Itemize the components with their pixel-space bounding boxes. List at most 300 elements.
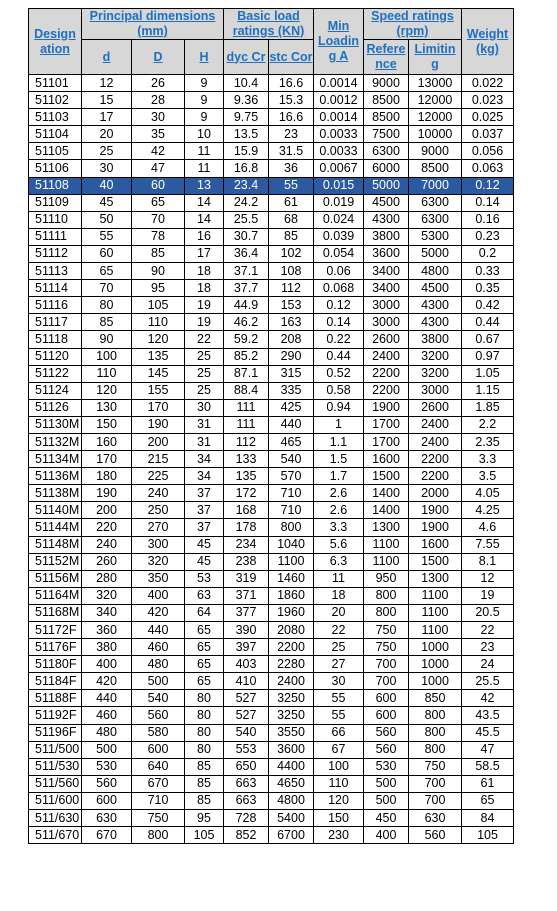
cell-dynamic-cr: 527	[224, 707, 269, 724]
cell-H: 80	[185, 690, 224, 707]
table-row[interactable]	[29, 433, 514, 450]
cell-reference-speed: 2400	[364, 348, 409, 365]
cell-weight: 4.05	[462, 485, 514, 502]
cell-reference-speed: 700	[364, 673, 409, 690]
header-H[interactable]: H	[185, 40, 224, 75]
table-row[interactable]	[29, 502, 514, 519]
cell-dynamic-cr: 377	[224, 604, 269, 621]
table-row[interactable]	[29, 365, 514, 382]
cell-weight: 1.15	[462, 382, 514, 399]
cell-H: 13	[185, 177, 224, 194]
cell-limiting-speed: 3800	[409, 331, 462, 348]
cell-weight: 19	[462, 587, 514, 604]
cell-min-load: 0.0012	[314, 92, 364, 109]
bearing-specs-table	[28, 8, 514, 844]
cell-limiting-speed: 8500	[409, 160, 462, 177]
cell-D: 580	[132, 724, 185, 741]
cell-min-load: 22	[314, 622, 364, 639]
table-row[interactable]	[29, 639, 514, 656]
table-row[interactable]	[29, 553, 514, 570]
cell-designation: 511/530	[29, 758, 82, 775]
cell-min-load: 0.22	[314, 331, 364, 348]
cell-weight: 0.056	[462, 143, 514, 160]
cell-d: 460	[82, 707, 132, 724]
table-row[interactable]	[29, 92, 514, 109]
cell-D: 440	[132, 622, 185, 639]
cell-designation: 51164M	[29, 587, 82, 604]
cell-H: 25	[185, 382, 224, 399]
cell-weight: 0.35	[462, 280, 514, 297]
cell-limiting-speed: 2400	[409, 433, 462, 450]
cell-d: 360	[82, 622, 132, 639]
cell-designation: 51120	[29, 348, 82, 365]
cell-static-cor: 108	[269, 263, 314, 280]
cell-H: 80	[185, 741, 224, 758]
cell-D: 670	[132, 775, 185, 792]
cell-d: 560	[82, 775, 132, 792]
cell-static-cor: 23	[269, 126, 314, 143]
cell-d: 320	[82, 587, 132, 604]
cell-designation: 51112	[29, 245, 82, 262]
cell-dynamic-cr: 553	[224, 741, 269, 758]
cell-static-cor: 2200	[269, 639, 314, 656]
cell-H: 53	[185, 570, 224, 587]
cell-min-load: 0.94	[314, 399, 364, 416]
header-basic-load-ratings[interactable]: Basic load ratings (KN)	[224, 9, 314, 40]
header-speed-ratings[interactable]: Speed ratings (rpm)	[364, 9, 462, 40]
cell-designation: 51132M	[29, 433, 82, 450]
cell-limiting-speed: 2000	[409, 485, 462, 502]
header-limiting-speed[interactable]: Limitin g	[409, 40, 462, 75]
table-row[interactable]	[29, 724, 514, 741]
cell-limiting-speed: 2200	[409, 451, 462, 468]
cell-designation: 51109	[29, 194, 82, 211]
cell-dynamic-cr: 37.7	[224, 280, 269, 297]
cell-static-cor: 4400	[269, 758, 314, 775]
cell-designation: 51101	[29, 75, 82, 92]
cell-designation: 51148M	[29, 536, 82, 553]
cell-limiting-speed: 1000	[409, 656, 462, 673]
cell-min-load: 27	[314, 656, 364, 673]
cell-reference-speed: 750	[364, 622, 409, 639]
cell-min-load: 0.44	[314, 348, 364, 365]
cell-designation: 51188F	[29, 690, 82, 707]
cell-D: 135	[132, 348, 185, 365]
cell-D: 95	[132, 280, 185, 297]
cell-D: 500	[132, 673, 185, 690]
cell-limiting-speed: 800	[409, 724, 462, 741]
cell-min-load: 0.0033	[314, 143, 364, 160]
table-row[interactable]	[29, 160, 514, 177]
header-weight[interactable]: Weight (kg)	[462, 9, 514, 75]
cell-reference-speed: 1400	[364, 502, 409, 519]
cell-dynamic-cr: 663	[224, 775, 269, 792]
cell-limiting-speed: 10000	[409, 126, 462, 143]
cell-weight: 0.023	[462, 92, 514, 109]
cell-reference-speed: 560	[364, 724, 409, 741]
table-row[interactable]	[29, 758, 514, 775]
cell-limiting-speed: 1000	[409, 673, 462, 690]
cell-D: 600	[132, 741, 185, 758]
table-row[interactable]	[29, 485, 514, 502]
cell-H: 65	[185, 656, 224, 673]
cell-static-cor: 153	[269, 297, 314, 314]
cell-limiting-speed: 850	[409, 690, 462, 707]
cell-min-load: 0.14	[314, 314, 364, 331]
table-row[interactable]	[29, 126, 514, 143]
cell-D: 78	[132, 228, 185, 245]
table-row[interactable]	[29, 194, 514, 211]
cell-min-load: 1.7	[314, 468, 364, 485]
cell-min-load: 55	[314, 690, 364, 707]
cell-static-cor: 36	[269, 160, 314, 177]
cell-weight: 3.5	[462, 468, 514, 485]
cell-limiting-speed: 1100	[409, 587, 462, 604]
table-row[interactable]	[29, 451, 514, 468]
cell-reference-speed: 4500	[364, 194, 409, 211]
cell-min-load: 1.5	[314, 451, 364, 468]
cell-dynamic-cr: 25.5	[224, 211, 269, 228]
cell-weight: 84	[462, 810, 514, 827]
table-row[interactable]	[29, 622, 514, 639]
cell-dynamic-cr: 15.9	[224, 143, 269, 160]
cell-H: 45	[185, 536, 224, 553]
table-row[interactable]	[29, 314, 514, 331]
cell-H: 95	[185, 810, 224, 827]
cell-limiting-speed: 630	[409, 810, 462, 827]
cell-limiting-speed: 1900	[409, 519, 462, 536]
cell-weight: 0.063	[462, 160, 514, 177]
cell-D: 350	[132, 570, 185, 587]
header-min-load[interactable]: Min Loadin g A	[314, 9, 364, 75]
cell-static-cor: 3250	[269, 707, 314, 724]
cell-d: 200	[82, 502, 132, 519]
cell-d: 60	[82, 245, 132, 262]
cell-H: 45	[185, 553, 224, 570]
cell-reference-speed: 800	[364, 604, 409, 621]
table-row[interactable]	[29, 468, 514, 485]
cell-H: 22	[185, 331, 224, 348]
table-row[interactable]	[29, 673, 514, 690]
cell-weight: 0.14	[462, 194, 514, 211]
cell-limiting-speed: 4300	[409, 314, 462, 331]
cell-D: 190	[132, 416, 185, 433]
cell-d: 85	[82, 314, 132, 331]
cell-designation: 51180F	[29, 656, 82, 673]
cell-static-cor: 290	[269, 348, 314, 365]
cell-reference-speed: 3800	[364, 228, 409, 245]
cell-designation: 51172F	[29, 622, 82, 639]
cell-weight: 12	[462, 570, 514, 587]
table-row[interactable]	[29, 707, 514, 724]
header-dynamic-cr[interactable]: dyc Cr	[224, 40, 269, 75]
cell-limiting-speed: 560	[409, 827, 462, 844]
cell-limiting-speed: 2400	[409, 416, 462, 433]
cell-D: 560	[132, 707, 185, 724]
cell-reference-speed: 1700	[364, 416, 409, 433]
cell-limiting-speed: 700	[409, 792, 462, 809]
cell-limiting-speed: 12000	[409, 92, 462, 109]
cell-dynamic-cr: 44.9	[224, 297, 269, 314]
cell-min-load: 0.015	[314, 177, 364, 194]
cell-min-load: 0.019	[314, 194, 364, 211]
table-row[interactable]	[29, 587, 514, 604]
cell-limiting-speed: 4300	[409, 297, 462, 314]
table-body	[29, 75, 514, 844]
table-row[interactable]	[29, 741, 514, 758]
cell-dynamic-cr: 111	[224, 416, 269, 433]
cell-weight: 0.025	[462, 109, 514, 126]
cell-d: 20	[82, 126, 132, 143]
cell-min-load: 2.6	[314, 485, 364, 502]
cell-limiting-speed: 7000	[409, 177, 462, 194]
cell-limiting-speed: 4500	[409, 280, 462, 297]
cell-limiting-speed: 1100	[409, 604, 462, 621]
cell-reference-speed: 3600	[364, 245, 409, 262]
cell-H: 19	[185, 314, 224, 331]
table-row[interactable]	[29, 827, 514, 844]
table-row[interactable]	[29, 280, 514, 297]
cell-static-cor: 6700	[269, 827, 314, 844]
cell-H: 64	[185, 604, 224, 621]
table-row[interactable]	[29, 792, 514, 809]
cell-static-cor: 163	[269, 314, 314, 331]
cell-static-cor: 1100	[269, 553, 314, 570]
cell-reference-speed: 600	[364, 690, 409, 707]
cell-designation: 51134M	[29, 451, 82, 468]
cell-weight: 23	[462, 639, 514, 656]
cell-H: 18	[185, 263, 224, 280]
table-row[interactable]	[29, 536, 514, 553]
cell-min-load: 0.0033	[314, 126, 364, 143]
cell-static-cor: 1460	[269, 570, 314, 587]
cell-dynamic-cr: 371	[224, 587, 269, 604]
cell-static-cor: 1040	[269, 536, 314, 553]
cell-D: 26	[132, 75, 185, 92]
cell-weight: 2.2	[462, 416, 514, 433]
cell-d: 130	[82, 399, 132, 416]
cell-reference-speed: 2200	[364, 365, 409, 382]
cell-static-cor: 2280	[269, 656, 314, 673]
cell-static-cor: 16.6	[269, 109, 314, 126]
cell-static-cor: 68	[269, 211, 314, 228]
cell-weight: 0.23	[462, 228, 514, 245]
cell-reference-speed: 560	[364, 741, 409, 758]
table-row[interactable]	[29, 656, 514, 673]
cell-D: 215	[132, 451, 185, 468]
cell-min-load: 18	[314, 587, 364, 604]
cell-limiting-speed: 1000	[409, 639, 462, 656]
cell-dynamic-cr: 10.4	[224, 75, 269, 92]
cell-min-load: 0.12	[314, 297, 364, 314]
table-row[interactable]	[29, 775, 514, 792]
cell-D: 200	[132, 433, 185, 450]
cell-min-load: 0.054	[314, 245, 364, 262]
table-row[interactable]	[29, 143, 514, 160]
cell-H: 37	[185, 519, 224, 536]
cell-designation: 51126	[29, 399, 82, 416]
table-row[interactable]	[29, 382, 514, 399]
cell-limiting-speed: 2200	[409, 468, 462, 485]
cell-d: 17	[82, 109, 132, 126]
cell-static-cor: 540	[269, 451, 314, 468]
cell-static-cor: 710	[269, 485, 314, 502]
cell-dynamic-cr: 728	[224, 810, 269, 827]
cell-H: 80	[185, 724, 224, 741]
cell-static-cor: 440	[269, 416, 314, 433]
cell-H: 85	[185, 775, 224, 792]
cell-static-cor: 55	[269, 177, 314, 194]
cell-weight: 0.2	[462, 245, 514, 262]
cell-designation: 511/560	[29, 775, 82, 792]
header-d[interactable]: d	[82, 40, 132, 75]
cell-reference-speed: 7500	[364, 126, 409, 143]
cell-static-cor: 102	[269, 245, 314, 262]
table-row[interactable]	[29, 690, 514, 707]
cell-static-cor: 3550	[269, 724, 314, 741]
cell-H: 65	[185, 639, 224, 656]
cell-D: 400	[132, 587, 185, 604]
cell-reference-speed: 2200	[364, 382, 409, 399]
cell-dynamic-cr: 46.2	[224, 314, 269, 331]
header-static-cor[interactable]: stc Cor	[269, 40, 314, 75]
table-row[interactable]	[29, 399, 514, 416]
cell-static-cor: 800	[269, 519, 314, 536]
cell-weight: 0.44	[462, 314, 514, 331]
cell-dynamic-cr: 9.36	[224, 92, 269, 109]
cell-min-load: 3.3	[314, 519, 364, 536]
cell-designation: 51113	[29, 263, 82, 280]
cell-min-load: 0.068	[314, 280, 364, 297]
cell-limiting-speed: 1100	[409, 622, 462, 639]
cell-H: 16	[185, 228, 224, 245]
header-reference-speed[interactable]: Refere nce	[364, 40, 409, 75]
cell-D: 47	[132, 160, 185, 177]
cell-static-cor: 112	[269, 280, 314, 297]
cell-H: 65	[185, 673, 224, 690]
cell-dynamic-cr: 540	[224, 724, 269, 741]
cell-designation: 51152M	[29, 553, 82, 570]
cell-D: 145	[132, 365, 185, 382]
cell-limiting-speed: 800	[409, 741, 462, 758]
header-designation[interactable]: Design ation	[29, 9, 82, 75]
cell-d: 400	[82, 656, 132, 673]
cell-d: 180	[82, 468, 132, 485]
cell-limiting-speed: 750	[409, 758, 462, 775]
cell-limiting-speed: 1500	[409, 553, 462, 570]
cell-reference-speed: 1100	[364, 553, 409, 570]
table-row[interactable]	[29, 331, 514, 348]
table-row[interactable]	[29, 348, 514, 365]
cell-weight: 22	[462, 622, 514, 639]
cell-min-load: 1	[314, 416, 364, 433]
cell-weight: 105	[462, 827, 514, 844]
cell-reference-speed: 530	[364, 758, 409, 775]
table-row[interactable]	[29, 75, 514, 92]
cell-D: 300	[132, 536, 185, 553]
cell-dynamic-cr: 390	[224, 622, 269, 639]
cell-static-cor: 16.6	[269, 75, 314, 92]
cell-d: 150	[82, 416, 132, 433]
table-row[interactable]	[29, 519, 514, 536]
cell-designation: 511/500	[29, 741, 82, 758]
cell-H: 11	[185, 160, 224, 177]
cell-d: 670	[82, 827, 132, 844]
cell-d: 160	[82, 433, 132, 450]
cell-D: 30	[132, 109, 185, 126]
table-row[interactable]	[29, 228, 514, 245]
cell-H: 80	[185, 707, 224, 724]
cell-dynamic-cr: 852	[224, 827, 269, 844]
table-row[interactable]	[29, 416, 514, 433]
cell-limiting-speed: 800	[409, 707, 462, 724]
table-row[interactable]	[29, 810, 514, 827]
cell-reference-speed: 2600	[364, 331, 409, 348]
cell-d: 530	[82, 758, 132, 775]
cell-H: 25	[185, 365, 224, 382]
cell-d: 240	[82, 536, 132, 553]
cell-designation: 51168M	[29, 604, 82, 621]
cell-designation: 511/630	[29, 810, 82, 827]
cell-D: 270	[132, 519, 185, 536]
cell-H: 30	[185, 399, 224, 416]
cell-D: 800	[132, 827, 185, 844]
cell-min-load: 0.039	[314, 228, 364, 245]
table-row[interactable]	[29, 109, 514, 126]
cell-d: 600	[82, 792, 132, 809]
header-D[interactable]: D	[132, 40, 185, 75]
cell-d: 90	[82, 331, 132, 348]
cell-d: 120	[82, 382, 132, 399]
cell-H: 34	[185, 468, 224, 485]
cell-static-cor: 31.5	[269, 143, 314, 160]
cell-weight: 0.037	[462, 126, 514, 143]
cell-dynamic-cr: 24.2	[224, 194, 269, 211]
cell-min-load: 0.024	[314, 211, 364, 228]
cell-d: 15	[82, 92, 132, 109]
cell-reference-speed: 3400	[364, 280, 409, 297]
header-principal-dimensions[interactable]: Principal dimensions (mm)	[82, 9, 224, 40]
cell-D: 420	[132, 604, 185, 621]
table-row[interactable]	[29, 245, 514, 262]
cell-reference-speed: 3000	[364, 297, 409, 314]
table-row[interactable]	[29, 177, 514, 194]
cell-weight: 0.16	[462, 211, 514, 228]
cell-D: 240	[132, 485, 185, 502]
cell-D: 710	[132, 792, 185, 809]
cell-dynamic-cr: 112	[224, 433, 269, 450]
cell-H: 65	[185, 622, 224, 639]
table-row[interactable]	[29, 570, 514, 587]
cell-reference-speed: 1300	[364, 519, 409, 536]
cell-min-load: 0.58	[314, 382, 364, 399]
cell-limiting-speed: 2600	[409, 399, 462, 416]
table-row[interactable]	[29, 297, 514, 314]
cell-dynamic-cr: 133	[224, 451, 269, 468]
cell-static-cor: 335	[269, 382, 314, 399]
cell-static-cor: 2080	[269, 622, 314, 639]
cell-designation: 51114	[29, 280, 82, 297]
cell-min-load: 230	[314, 827, 364, 844]
table-row[interactable]	[29, 211, 514, 228]
table-row[interactable]	[29, 263, 514, 280]
cell-d: 12	[82, 75, 132, 92]
cell-d: 45	[82, 194, 132, 211]
cell-weight: 42	[462, 690, 514, 707]
cell-dynamic-cr: 30.7	[224, 228, 269, 245]
cell-H: 105	[185, 827, 224, 844]
table-row[interactable]	[29, 604, 514, 621]
